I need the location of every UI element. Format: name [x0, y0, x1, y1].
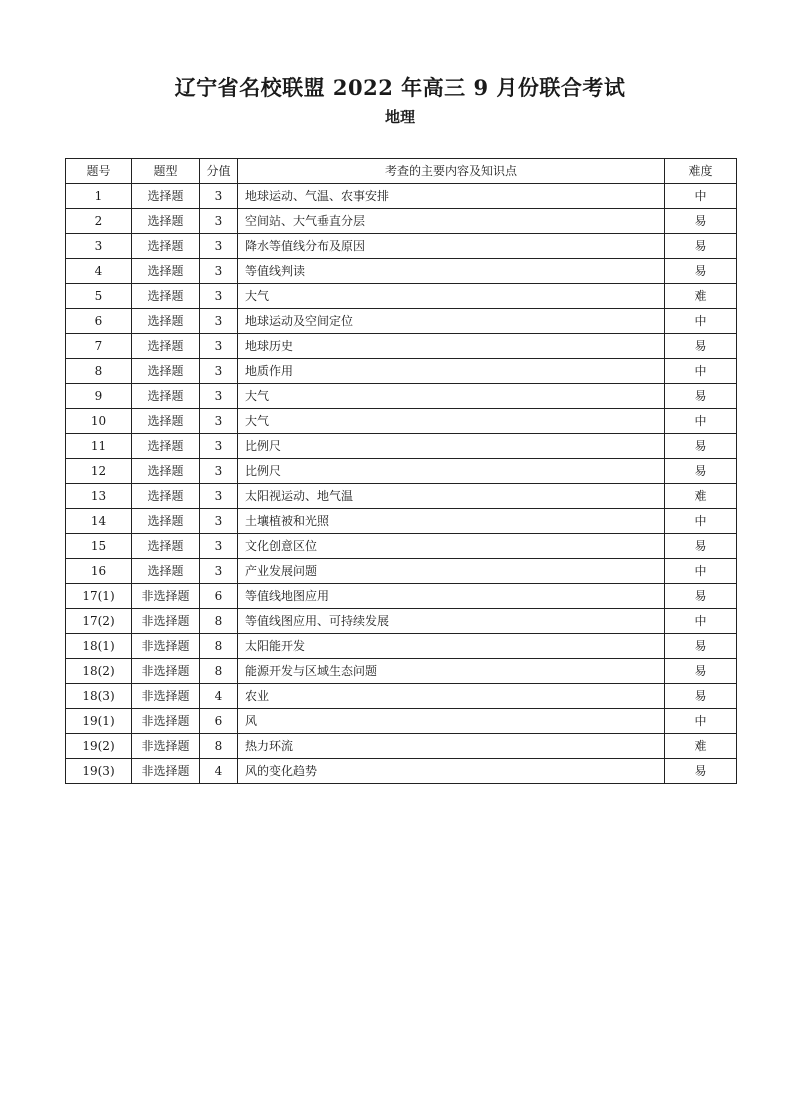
table-row — [66, 459, 737, 484]
table-header-row — [66, 159, 737, 184]
cell-score: 3 — [200, 409, 238, 434]
cell-question-type: 选择题 — [132, 334, 200, 359]
document-title: 辽宁省名校联盟 2022 年高三 9 月份联合考试 — [174, 75, 626, 100]
table-row — [66, 384, 737, 409]
header-question-number: 题号 — [66, 159, 132, 184]
cell-question-number: 11 — [66, 434, 132, 459]
cell-difficulty: 易 — [665, 684, 737, 709]
table-row — [66, 684, 737, 709]
cell-score: 3 — [200, 334, 238, 359]
cell-content: 太阳视运动、地气温 — [238, 484, 665, 509]
table-row — [66, 434, 737, 459]
cell-score: 8 — [200, 734, 238, 759]
cell-difficulty: 中 — [665, 184, 737, 209]
cell-score: 6 — [200, 584, 238, 609]
cell-content: 热力环流 — [238, 734, 665, 759]
cell-score: 3 — [200, 309, 238, 334]
cell-content: 等值线图应用、可持续发展 — [238, 609, 665, 634]
cell-difficulty: 中 — [665, 709, 737, 734]
cell-score: 3 — [200, 534, 238, 559]
table-row — [66, 284, 737, 309]
header-question-type: 题型 — [132, 159, 200, 184]
table-row — [66, 509, 737, 534]
cell-question-number: 6 — [66, 309, 132, 334]
cell-score: 4 — [200, 684, 238, 709]
cell-score: 3 — [200, 209, 238, 234]
cell-content: 大气 — [238, 384, 665, 409]
cell-question-type: 选择题 — [132, 509, 200, 534]
cell-score: 8 — [200, 634, 238, 659]
cell-question-type: 选择题 — [132, 459, 200, 484]
table-row — [66, 334, 737, 359]
cell-question-type: 选择题 — [132, 484, 200, 509]
cell-question-type: 非选择题 — [132, 709, 200, 734]
cell-score: 3 — [200, 184, 238, 209]
cell-content: 比例尺 — [238, 459, 665, 484]
cell-question-number: 16 — [66, 559, 132, 584]
cell-score: 8 — [200, 659, 238, 684]
cell-content: 地球运动、气温、农事安排 — [238, 184, 665, 209]
table-row — [66, 359, 737, 384]
header-content: 考查的主要内容及知识点 — [238, 159, 665, 184]
cell-question-number: 18(3) — [66, 684, 132, 709]
cell-question-number: 14 — [66, 509, 132, 534]
cell-content: 比例尺 — [238, 434, 665, 459]
cell-difficulty: 中 — [665, 309, 737, 334]
cell-content: 农业 — [238, 684, 665, 709]
cell-content: 空间站、大气垂直分层 — [238, 209, 665, 234]
cell-score: 3 — [200, 234, 238, 259]
cell-difficulty: 易 — [665, 584, 737, 609]
cell-question-type: 非选择题 — [132, 734, 200, 759]
cell-question-type: 非选择题 — [132, 634, 200, 659]
cell-question-number: 5 — [66, 284, 132, 309]
cell-score: 3 — [200, 484, 238, 509]
cell-content: 风 — [238, 709, 665, 734]
cell-question-number: 19(1) — [66, 709, 132, 734]
cell-question-number: 18(2) — [66, 659, 132, 684]
cell-difficulty: 易 — [665, 434, 737, 459]
cell-content: 等值线判读 — [238, 259, 665, 284]
cell-question-type: 非选择题 — [132, 609, 200, 634]
cell-question-type: 选择题 — [132, 534, 200, 559]
cell-question-number: 19(3) — [66, 759, 132, 784]
cell-question-type: 选择题 — [132, 259, 200, 284]
table-row — [66, 259, 737, 284]
cell-difficulty: 易 — [665, 459, 737, 484]
table-row — [66, 409, 737, 434]
cell-content: 土壤植被和光照 — [238, 509, 665, 534]
cell-content: 地球历史 — [238, 334, 665, 359]
cell-question-type: 选择题 — [132, 409, 200, 434]
cell-question-number: 17(1) — [66, 584, 132, 609]
cell-question-type: 非选择题 — [132, 759, 200, 784]
cell-question-type: 非选择题 — [132, 584, 200, 609]
table-row — [66, 634, 737, 659]
cell-question-number: 9 — [66, 384, 132, 409]
knowledge-table — [65, 158, 737, 784]
cell-question-type: 非选择题 — [132, 684, 200, 709]
table-body — [66, 184, 737, 784]
cell-difficulty: 易 — [665, 759, 737, 784]
cell-question-number: 1 — [66, 184, 132, 209]
cell-question-type: 选择题 — [132, 184, 200, 209]
table-row — [66, 534, 737, 559]
table-row — [66, 234, 737, 259]
cell-score: 4 — [200, 759, 238, 784]
cell-difficulty: 易 — [665, 209, 737, 234]
cell-question-number: 18(1) — [66, 634, 132, 659]
cell-question-number: 2 — [66, 209, 132, 234]
header-score: 分值 — [200, 159, 238, 184]
cell-score: 3 — [200, 459, 238, 484]
cell-question-type: 选择题 — [132, 209, 200, 234]
cell-difficulty: 中 — [665, 509, 737, 534]
cell-question-type: 选择题 — [132, 384, 200, 409]
cell-question-type: 选择题 — [132, 359, 200, 384]
cell-difficulty: 易 — [665, 234, 737, 259]
table-row — [66, 709, 737, 734]
cell-content: 太阳能开发 — [238, 634, 665, 659]
subject-title: 地理 — [384, 108, 415, 126]
cell-question-number: 8 — [66, 359, 132, 384]
cell-question-type: 选择题 — [132, 434, 200, 459]
cell-question-number: 7 — [66, 334, 132, 359]
cell-difficulty: 难 — [665, 734, 737, 759]
cell-difficulty: 易 — [665, 534, 737, 559]
cell-score: 3 — [200, 509, 238, 534]
cell-question-number: 17(2) — [66, 609, 132, 634]
table-row — [66, 759, 737, 784]
cell-question-number: 4 — [66, 259, 132, 284]
cell-score: 6 — [200, 709, 238, 734]
cell-difficulty: 易 — [665, 659, 737, 684]
cell-question-type: 选择题 — [132, 559, 200, 584]
cell-score: 8 — [200, 609, 238, 634]
cell-question-number: 12 — [66, 459, 132, 484]
cell-difficulty: 中 — [665, 409, 737, 434]
cell-question-type: 选择题 — [132, 309, 200, 334]
cell-question-type: 选择题 — [132, 284, 200, 309]
cell-question-type: 选择题 — [132, 234, 200, 259]
cell-question-number: 15 — [66, 534, 132, 559]
cell-score: 3 — [200, 259, 238, 284]
table-row — [66, 484, 737, 509]
cell-content: 地质作用 — [238, 359, 665, 384]
cell-difficulty: 难 — [665, 484, 737, 509]
cell-difficulty: 难 — [665, 284, 737, 309]
cell-content: 大气 — [238, 284, 665, 309]
table-row — [66, 209, 737, 234]
cell-difficulty: 易 — [665, 384, 737, 409]
cell-question-number: 19(2) — [66, 734, 132, 759]
cell-difficulty: 中 — [665, 609, 737, 634]
cell-question-type: 非选择题 — [132, 659, 200, 684]
cell-content: 降水等值线分布及原因 — [238, 234, 665, 259]
cell-content: 能源开发与区域生态问题 — [238, 659, 665, 684]
cell-difficulty: 易 — [665, 334, 737, 359]
table-row — [66, 734, 737, 759]
table-row — [66, 659, 737, 684]
cell-content: 风的变化趋势 — [238, 759, 665, 784]
table-row — [66, 309, 737, 334]
cell-content: 文化创意区位 — [238, 534, 665, 559]
cell-question-number: 10 — [66, 409, 132, 434]
cell-content: 地球运动及空间定位 — [238, 309, 665, 334]
cell-question-number: 3 — [66, 234, 132, 259]
cell-difficulty: 易 — [665, 634, 737, 659]
cell-difficulty: 中 — [665, 559, 737, 584]
cell-score: 3 — [200, 384, 238, 409]
cell-difficulty: 易 — [665, 259, 737, 284]
table-row — [66, 184, 737, 209]
cell-content: 大气 — [238, 409, 665, 434]
table-row — [66, 559, 737, 584]
cell-score: 3 — [200, 359, 238, 384]
table-row — [66, 609, 737, 634]
cell-difficulty: 中 — [665, 359, 737, 384]
cell-score: 3 — [200, 434, 238, 459]
table-row — [66, 584, 737, 609]
cell-score: 3 — [200, 559, 238, 584]
cell-content: 产业发展问题 — [238, 559, 665, 584]
cell-content: 等值线地图应用 — [238, 584, 665, 609]
header-difficulty: 难度 — [665, 159, 737, 184]
cell-question-number: 13 — [66, 484, 132, 509]
cell-score: 3 — [200, 284, 238, 309]
